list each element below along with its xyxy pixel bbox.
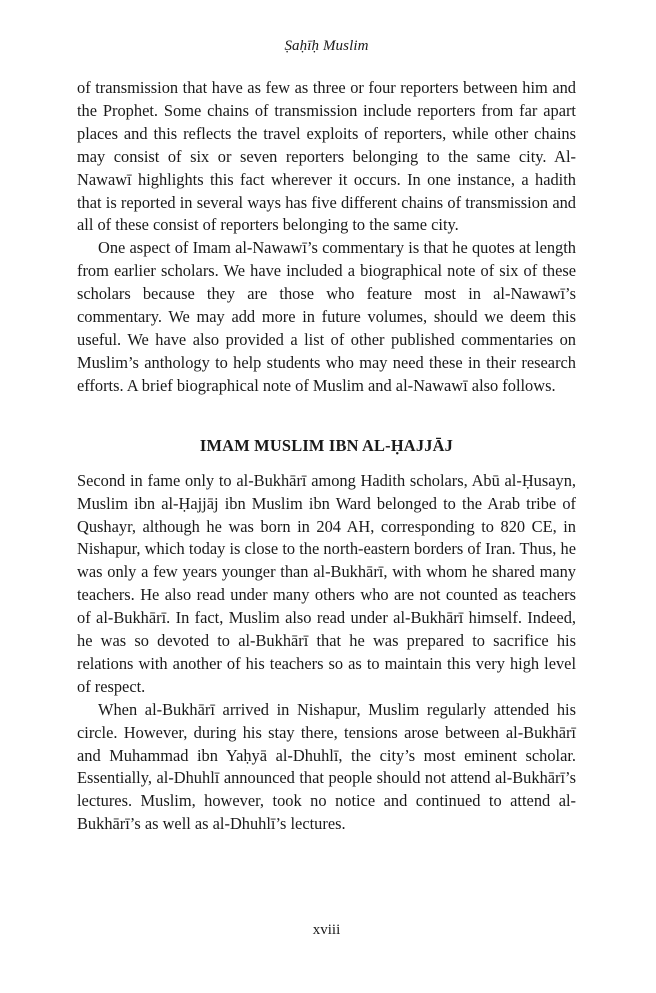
section-heading: IMAM MUSLIM IBN AL-ḤAJJĀJ: [199, 435, 454, 455]
paragraph-biography-intro: Second in fame only to al-Bukhārī among Hadith scholars, Abū al-Ḥusayn, Muslim ibn al-Ḥajjāj ibn Muslim ibn Ward belonged to the Arab tribe of Qushayr, although he was born in 204 AH, corresponding to 820 CE, in Nishapur, which today is close to the north-eastern borders of Iran. Thus, he was only a few years younger than al-Bukhārī, with whom he shared many teachers. He also read under many others who are not counted as teachers of al-Bukhārī. In fact, Muslim also read under al-Bukhārī himself. Indeed, he was so devoted to al-Bukhārī that he was prepared to sacrifice his relations with another of his teachers so as to maintain this very high level of respect.: [77, 470, 576, 696]
paragraph-continuation: of transmission that have as few as three or four reporters between him and the Prophet. Some chains of transmission include reporters from far apart places and this reflects the travel exploits of reporters, while other chains may consist of six or seven reporters belonging to the same city. Al-Nawawī highlights this fact wherever it occurs. In one instance, a hadith that is reported in several ways has five different chains of transmission and all of these consist of reporters belonging to the same city.: [77, 78, 576, 235]
book-page: [77, 0, 576, 993]
paragraph-biography-nishapur: When al-Bukhārī arrived in Nishapur, Muslim regularly attended his circle. However, during his stay there, tensions arose between al-Bukhārī and Muhammad ibn Yaḥyā al-Dhuhlī, the city’s most eminent scholar. Essentially, al-Dhuhlī announced that people should not attend al-Bukhārī’s lectures. Muslim, however, took no notice and continued to attend al-Bukhārī’s as well as al-Dhuhlī’s lectures.: [77, 699, 576, 834]
running-header: Ṣaḥīḥ Muslim: [284, 38, 369, 54]
page-number: xviii: [312, 922, 341, 938]
page-body: [77, 77, 576, 836]
paragraph-commentary-note: One aspect of Imam al-Nawawī’s commentary is that he quotes at length from earlier scholars. We have included a biographical note of six of these scholars because they are those who feature most in al-Nawawī’s commentary. We may add more in future volumes, should we deem this useful. We have also provided a list of other published commentaries on Muslim’s anthology to help students who may need these in their research efforts. A brief biographical note of Muslim and al-Nawawī also follows.: [77, 238, 576, 395]
